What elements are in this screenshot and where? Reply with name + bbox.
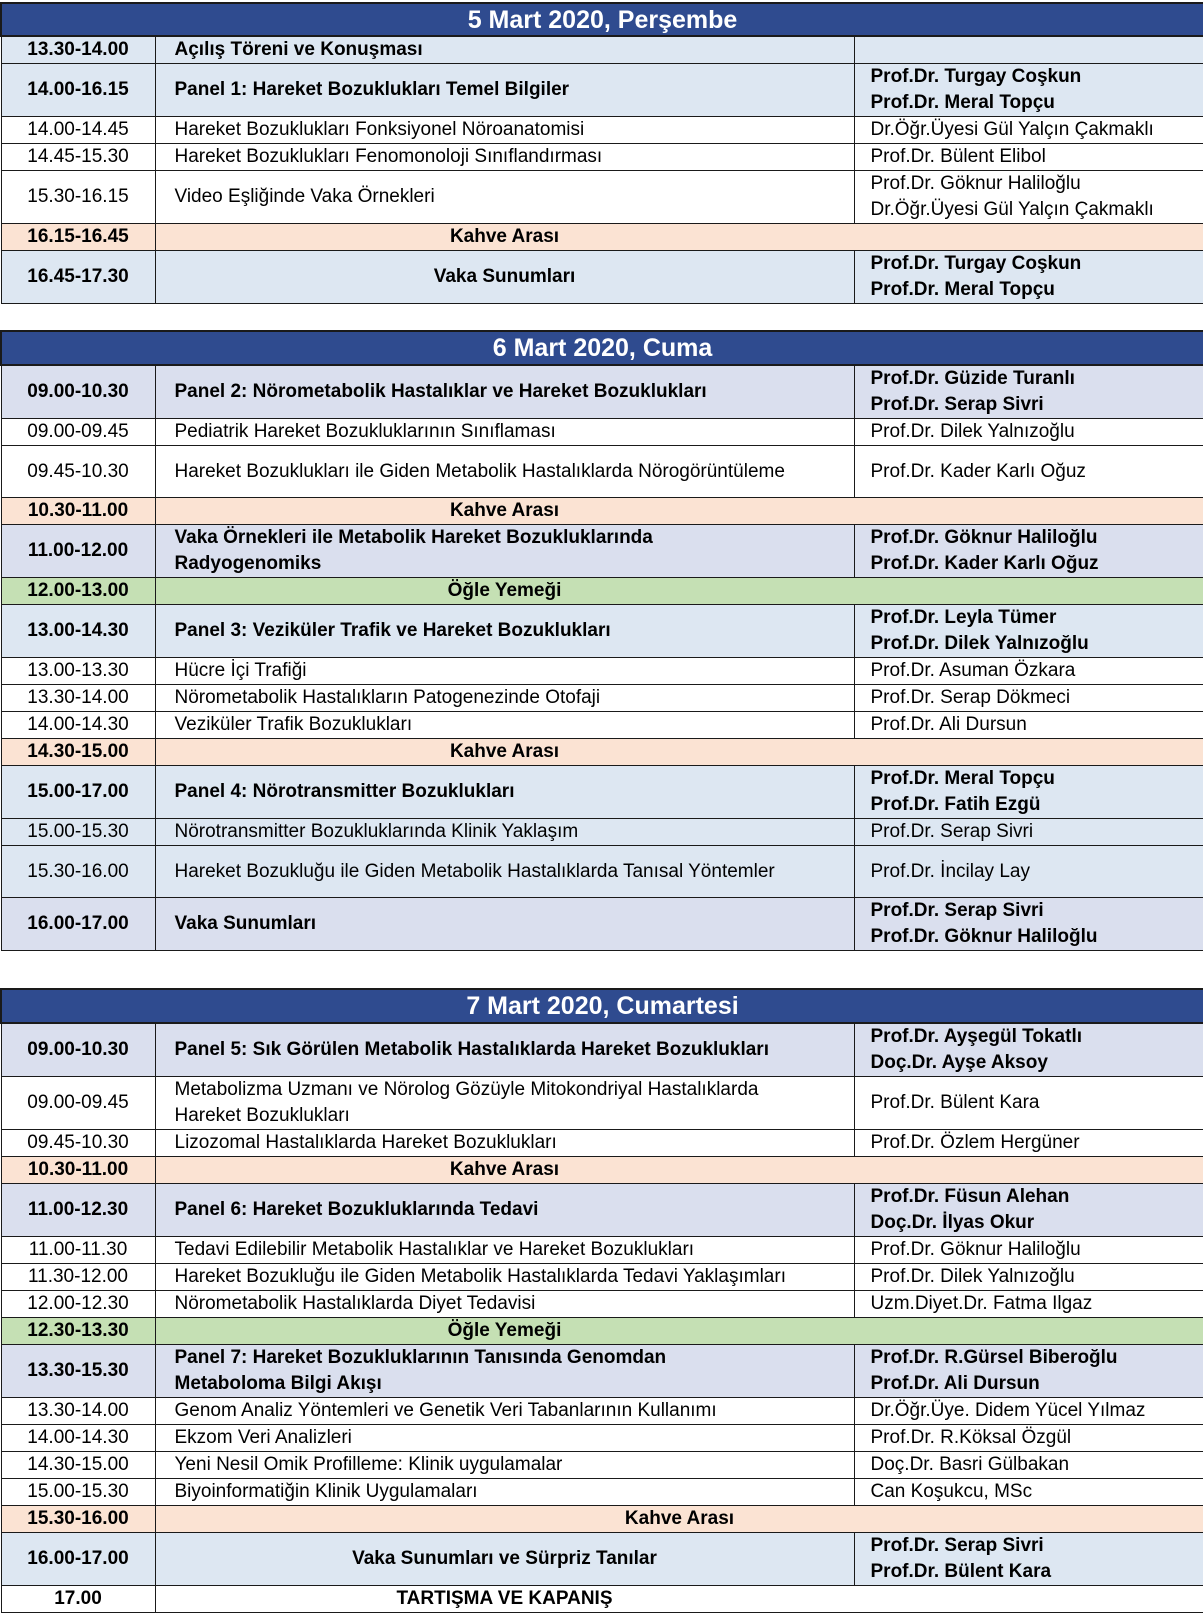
session-time: 15.00-15.30 bbox=[1, 1479, 155, 1506]
break-row bbox=[1, 1318, 1203, 1345]
session-speakers bbox=[854, 1184, 1203, 1237]
speaker-name: Prof.Dr. Bülent Kara bbox=[870, 1092, 1040, 1113]
speaker-name: Dr.Öğr.Üye. Didem Yücel Yılmaz bbox=[870, 1400, 1146, 1421]
break-row bbox=[1, 739, 1203, 766]
session-row bbox=[1, 1023, 1203, 1077]
break-row bbox=[1, 1506, 1203, 1533]
break-label: Kahve Arası bbox=[155, 1506, 1203, 1533]
session-topic: Hareket Bozuklukları Fenomonoloji Sınıflandırması bbox=[155, 144, 854, 171]
session-speakers bbox=[854, 1452, 1203, 1479]
session-time: 16.15-16.45 bbox=[1, 224, 155, 251]
session-speakers bbox=[854, 1264, 1203, 1291]
session-row bbox=[1, 846, 1203, 898]
session-time: 15.00-15.30 bbox=[1, 819, 155, 846]
speaker-name: Prof.Dr. Serap Dökmeci bbox=[870, 687, 1071, 708]
speaker-name: Prof.Dr. R.Köksal Özgül bbox=[870, 1427, 1072, 1448]
session-topic: Panel 2: Nörometabolik Hastalıklar ve Hareket Bozuklukları bbox=[155, 365, 854, 419]
session-row bbox=[1, 1425, 1203, 1452]
session-speakers bbox=[854, 658, 1203, 685]
session-speakers bbox=[854, 1130, 1203, 1157]
session-speakers bbox=[854, 898, 1203, 951]
session-topic-line: Metabolizma Uzmanı ve Nörolog Gözüyle Mitokondriyal Hastalıklarda bbox=[174, 1079, 759, 1100]
session-topic: Vaka Sunumları ve Sürpriz Tanılar bbox=[155, 1533, 854, 1586]
speaker-name: Prof.Dr. Göknur Haliloğlu bbox=[870, 173, 1081, 194]
day-1-table bbox=[0, 2, 1203, 304]
speaker-name: Prof.Dr. Dilek Yalnızoğlu bbox=[870, 1266, 1075, 1287]
session-time: 11.00-12.30 bbox=[1, 1184, 155, 1237]
session-speakers bbox=[854, 251, 1203, 304]
session-topic: Panel 5: Sık Görülen Metabolik Hastalıklarda Hareket Bozuklukları bbox=[155, 1023, 854, 1077]
session-topic bbox=[155, 1077, 854, 1130]
session-speakers bbox=[854, 36, 1203, 64]
session-row bbox=[1, 144, 1203, 171]
speaker-name: Prof.Dr. Leyla Tümer bbox=[870, 607, 1057, 628]
session-row bbox=[1, 712, 1203, 739]
session-topic-line: Vaka Örnekleri ile Metabolik Hareket Bozukluklarında bbox=[174, 527, 653, 548]
session-row bbox=[1, 117, 1203, 144]
session-row bbox=[1, 525, 1203, 578]
session-row bbox=[1, 1479, 1203, 1506]
session-speakers bbox=[854, 846, 1203, 898]
speaker-name: Prof.Dr. İncilay Lay bbox=[870, 860, 1030, 882]
session-topic: Hareket Bozukluğu ile Giden Metabolik Hastalıklarda Tanısal Yöntemler bbox=[155, 846, 854, 898]
session-row bbox=[1, 1264, 1203, 1291]
session-row bbox=[1, 1533, 1203, 1586]
speaker-name: Dr.Öğr.Üyesi Gül Yalçın Çakmaklı bbox=[870, 119, 1154, 140]
break-label: Öğle Yemeği bbox=[155, 578, 1203, 605]
session-time: 16.00-17.00 bbox=[1, 1533, 155, 1586]
speaker-name: Prof.Dr. Göknur Haliloğlu bbox=[870, 1239, 1081, 1260]
speaker-name: Prof.Dr. Meral Topçu bbox=[870, 768, 1055, 789]
speaker-name: Dr.Öğr.Üyesi Gül Yalçın Çakmaklı bbox=[870, 199, 1154, 220]
speaker-name: Prof.Dr. Ayşegül Tokatlı bbox=[870, 1026, 1083, 1047]
session-time: 11.00-12.00 bbox=[1, 525, 155, 578]
session-speakers bbox=[854, 446, 1203, 498]
speaker-name: Prof.Dr. R.Gürsel Biberoğlu bbox=[870, 1347, 1118, 1368]
day-header-row bbox=[1, 3, 1203, 36]
session-time: 15.00-17.00 bbox=[1, 766, 155, 819]
session-row bbox=[1, 251, 1203, 304]
session-time: 09.00-09.45 bbox=[1, 1077, 155, 1130]
speaker-name: Prof.Dr. Fatih Ezgü bbox=[870, 794, 1041, 815]
break-label: Kahve Arası bbox=[155, 224, 1203, 251]
session-time: 15.30-16.15 bbox=[1, 171, 155, 224]
session-row bbox=[1, 685, 1203, 712]
session-speakers bbox=[854, 712, 1203, 739]
session-topic: Biyoinformatiğin Klinik Uygulamaları bbox=[155, 1479, 854, 1506]
session-row bbox=[1, 605, 1203, 658]
session-topic: Açılış Töreni ve Konuşması bbox=[155, 36, 854, 64]
session-time: 13.30-15.30 bbox=[1, 1345, 155, 1398]
session-time: 14.00-14.30 bbox=[1, 712, 155, 739]
session-row bbox=[1, 171, 1203, 224]
speaker-name: Prof.Dr. Dilek Yalnızoğlu bbox=[870, 633, 1089, 654]
day-header-row bbox=[1, 989, 1203, 1023]
break-row bbox=[1, 1586, 1203, 1613]
session-speakers bbox=[854, 1291, 1203, 1318]
speaker-name: Prof.Dr. Turgay Coşkun bbox=[870, 66, 1082, 87]
session-time: 13.00-13.30 bbox=[1, 658, 155, 685]
session-speakers bbox=[854, 1533, 1203, 1586]
break-row bbox=[1, 578, 1203, 605]
session-row bbox=[1, 766, 1203, 819]
session-row bbox=[1, 365, 1203, 419]
speaker-name: Prof.Dr. Bülent Elibol bbox=[870, 146, 1046, 167]
day-3-table bbox=[0, 988, 1203, 1613]
session-topic: Pediatrik Hareket Bozukluklarının Sınıflaması bbox=[155, 419, 854, 446]
day-title: 5 Mart 2020, Perşembe bbox=[1, 3, 1203, 36]
session-time: 15.30-16.00 bbox=[1, 846, 155, 898]
session-row bbox=[1, 1184, 1203, 1237]
session-speakers bbox=[854, 419, 1203, 446]
session-speakers bbox=[854, 117, 1203, 144]
session-topic-line: Panel 7: Hareket Bozukluklarının Tanısında Genomdan bbox=[174, 1347, 667, 1368]
speaker-name: Prof.Dr. Turgay Coşkun bbox=[870, 253, 1082, 274]
session-topic: Panel 4: Nörotransmitter Bozuklukları bbox=[155, 766, 854, 819]
session-row bbox=[1, 1398, 1203, 1425]
session-time: 15.30-16.00 bbox=[1, 1506, 155, 1533]
session-topic: Panel 3: Veziküler Trafik ve Hareket Bozuklukları bbox=[155, 605, 854, 658]
day-title: 7 Mart 2020, Cumartesi bbox=[1, 989, 1203, 1023]
session-row bbox=[1, 819, 1203, 846]
session-topic: Ekzom Veri Analizleri bbox=[155, 1425, 854, 1452]
session-speakers bbox=[854, 64, 1203, 117]
break-label: Öğle Yemeği bbox=[155, 1318, 1203, 1345]
session-time: 14.30-15.00 bbox=[1, 739, 155, 766]
session-topic: Hareket Bozukluğu ile Giden Metabolik Hastalıklarda Tedavi Yaklaşımları bbox=[155, 1264, 854, 1291]
session-topic: Nörometabolik Hastalıklarda Diyet Tedavisi bbox=[155, 1291, 854, 1318]
day-header-row bbox=[1, 331, 1203, 365]
speaker-name: Prof.Dr. Özlem Hergüner bbox=[870, 1132, 1080, 1153]
speaker-name: Prof.Dr. Ali Dursun bbox=[870, 714, 1027, 735]
session-topic-line: Metaboloma Bilgi Akışı bbox=[174, 1373, 382, 1394]
session-row bbox=[1, 446, 1203, 498]
session-row bbox=[1, 64, 1203, 117]
speaker-name: Prof.Dr. Meral Topçu bbox=[870, 92, 1055, 113]
session-row bbox=[1, 1291, 1203, 1318]
speaker-name: Prof.Dr. Dilek Yalnızoğlu bbox=[870, 421, 1075, 442]
session-time: 17.00 bbox=[1, 1586, 155, 1613]
session-row bbox=[1, 419, 1203, 446]
session-time: 09.00-10.30 bbox=[1, 1023, 155, 1077]
day-2-table bbox=[0, 330, 1203, 951]
session-speakers bbox=[854, 365, 1203, 419]
session-topic: Vaka Sunumları bbox=[155, 251, 854, 304]
session-topic-line: Radyogenomiks bbox=[174, 553, 322, 574]
session-topic bbox=[155, 525, 854, 578]
speaker-name: Prof.Dr. Serap Sivri bbox=[870, 900, 1044, 921]
speaker-name: Prof.Dr. Füsun Alehan bbox=[870, 1186, 1070, 1207]
session-speakers bbox=[854, 766, 1203, 819]
session-time: 14.00-14.45 bbox=[1, 117, 155, 144]
speaker-name: Doç.Dr. İlyas Okur bbox=[870, 1212, 1035, 1233]
day-title: 6 Mart 2020, Cuma bbox=[1, 331, 1203, 365]
speaker-name: Uzm.Diyet.Dr. Fatma Ilgaz bbox=[870, 1293, 1093, 1314]
break-label: Kahve Arası bbox=[155, 739, 1203, 766]
session-time: 14.00-16.15 bbox=[1, 64, 155, 117]
speaker-name: Prof.Dr. Asuman Özkara bbox=[870, 660, 1076, 681]
session-speakers bbox=[854, 1023, 1203, 1077]
session-row bbox=[1, 1237, 1203, 1264]
session-topic: Vaka Sunumları bbox=[155, 898, 854, 951]
session-row bbox=[1, 1452, 1203, 1479]
session-time: 14.30-15.00 bbox=[1, 1452, 155, 1479]
session-speakers bbox=[854, 1425, 1203, 1452]
speaker-name: Prof.Dr. Kader Karlı Oğuz bbox=[870, 460, 1086, 482]
session-time: 14.45-15.30 bbox=[1, 144, 155, 171]
break-label: Kahve Arası bbox=[155, 498, 1203, 525]
session-topic-line: Hareket Bozuklukları bbox=[174, 1105, 350, 1126]
session-row bbox=[1, 1130, 1203, 1157]
session-topic: Hareket Bozuklukları Fonksiyonel Nöroanatomisi bbox=[155, 117, 854, 144]
speaker-name: Prof.Dr. Bülent Kara bbox=[870, 1561, 1052, 1582]
session-topic: Hareket Bozuklukları ile Giden Metabolik Hastalıklarda Nörogörüntüleme bbox=[155, 446, 854, 498]
break-row bbox=[1, 498, 1203, 525]
speaker-name: Prof.Dr. Serap Sivri bbox=[870, 1535, 1044, 1556]
session-time: 13.30-14.00 bbox=[1, 36, 155, 64]
speaker-name: Prof.Dr. Kader Karlı Oğuz bbox=[870, 553, 1099, 574]
speaker-name: Doç.Dr. Basri Gülbakan bbox=[870, 1454, 1070, 1475]
session-time: 09.45-10.30 bbox=[1, 446, 155, 498]
session-time: 09.45-10.30 bbox=[1, 1130, 155, 1157]
session-time: 10.30-11.00 bbox=[1, 498, 155, 525]
session-time: 13.30-14.00 bbox=[1, 1398, 155, 1425]
speaker-name: Prof.Dr. Serap Sivri bbox=[870, 394, 1044, 415]
session-time: 13.00-14.30 bbox=[1, 605, 155, 658]
session-topic: Nörometabolik Hastalıkların Patogenezinde Otofaji bbox=[155, 685, 854, 712]
session-time: 14.00-14.30 bbox=[1, 1425, 155, 1452]
session-row bbox=[1, 1077, 1203, 1130]
session-time: 11.00-11.30 bbox=[1, 1237, 155, 1264]
session-speakers bbox=[854, 819, 1203, 846]
session-time: 12.00-13.00 bbox=[1, 578, 155, 605]
session-topic: Video Eşliğinde Vaka Örnekleri bbox=[155, 171, 854, 224]
session-time: 11.30-12.00 bbox=[1, 1264, 155, 1291]
session-row bbox=[1, 898, 1203, 951]
break-row bbox=[1, 1157, 1203, 1184]
session-time: 09.00-09.45 bbox=[1, 419, 155, 446]
speaker-name: Prof.Dr. Güzide Turanlı bbox=[870, 368, 1075, 389]
session-speakers bbox=[854, 685, 1203, 712]
session-topic: Lizozomal Hastalıklarda Hareket Bozuklukları bbox=[155, 1130, 854, 1157]
session-time: 13.30-14.00 bbox=[1, 685, 155, 712]
break-row bbox=[1, 224, 1203, 251]
session-speakers bbox=[854, 605, 1203, 658]
session-speakers bbox=[854, 1345, 1203, 1398]
session-row bbox=[1, 1345, 1203, 1398]
session-speakers bbox=[854, 1398, 1203, 1425]
session-topic: Yeni Nesil Omik Profilleme: Klinik uygulamalar bbox=[155, 1452, 854, 1479]
speaker-name: Can Koşukcu, MSc bbox=[870, 1481, 1033, 1502]
session-topic: Nörotransmitter Bozukluklarında Klinik Yaklaşım bbox=[155, 819, 854, 846]
session-speakers bbox=[854, 171, 1203, 224]
session-time: 10.30-11.00 bbox=[1, 1157, 155, 1184]
session-topic bbox=[155, 1345, 854, 1398]
session-topic: Veziküler Trafik Bozuklukları bbox=[155, 712, 854, 739]
session-speakers bbox=[854, 1479, 1203, 1506]
session-time: 12.30-13.30 bbox=[1, 1318, 155, 1345]
session-speakers bbox=[854, 1237, 1203, 1264]
session-row bbox=[1, 658, 1203, 685]
session-topic: Tedavi Edilebilir Metabolik Hastalıklar ve Hareket Bozuklukları bbox=[155, 1237, 854, 1264]
session-time: 09.00-10.30 bbox=[1, 365, 155, 419]
break-label: TARTIŞMA VE KAPANIŞ bbox=[155, 1586, 1203, 1613]
speaker-name: Prof.Dr. Meral Topçu bbox=[870, 279, 1055, 300]
speaker-name: Prof.Dr. Serap Sivri bbox=[870, 821, 1034, 842]
session-row bbox=[1, 36, 1203, 64]
speaker-name: Doç.Dr. Ayşe Aksoy bbox=[870, 1052, 1048, 1073]
speaker-name: Prof.Dr. Ali Dursun bbox=[870, 1373, 1040, 1394]
session-speakers bbox=[854, 144, 1203, 171]
session-topic: Genom Analiz Yöntemleri ve Genetik Veri Tabanlarının Kullanımı bbox=[155, 1398, 854, 1425]
session-topic: Hücre İçi Trafiği bbox=[155, 658, 854, 685]
session-time: 12.00-12.30 bbox=[1, 1291, 155, 1318]
session-time: 16.00-17.00 bbox=[1, 898, 155, 951]
session-speakers bbox=[854, 525, 1203, 578]
break-label: Kahve Arası bbox=[155, 1157, 1203, 1184]
session-topic: Panel 6: Hareket Bozukluklarında Tedavi bbox=[155, 1184, 854, 1237]
speaker-name: Prof.Dr. Göknur Haliloğlu bbox=[870, 926, 1098, 947]
session-time: 16.45-17.30 bbox=[1, 251, 155, 304]
speaker-name: Prof.Dr. Göknur Haliloğlu bbox=[870, 527, 1098, 548]
session-speakers bbox=[854, 1077, 1203, 1130]
session-topic: Panel 1: Hareket Bozuklukları Temel Bilgiler bbox=[155, 64, 854, 117]
